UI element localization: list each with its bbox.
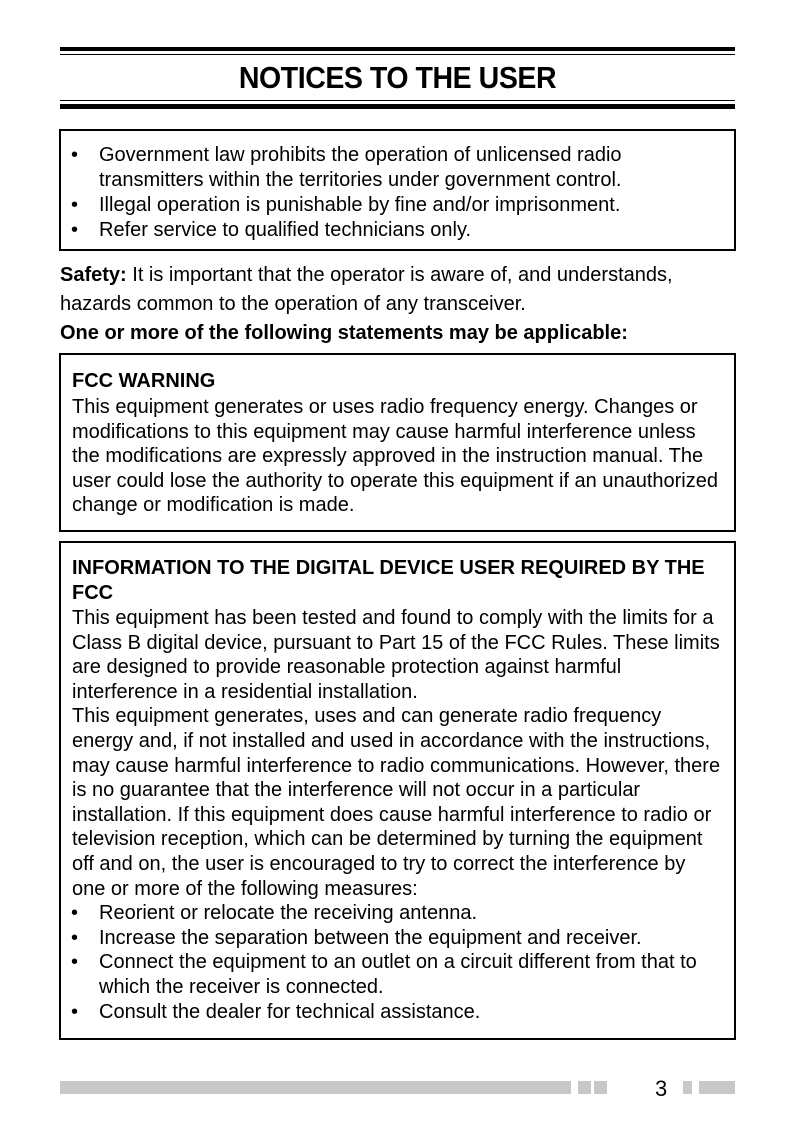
digital-device-box xyxy=(59,541,736,1040)
bullet-icon: • xyxy=(71,926,79,949)
applicable-heading: One or more of the following statements may be applicable: xyxy=(60,322,628,344)
header-rule-top-thin xyxy=(60,54,735,55)
header-rule-bottom-thick xyxy=(60,104,735,109)
footer-bar-short xyxy=(699,1081,735,1094)
list-item: • Government law prohibits the operation of unlicensed radio transmitters within the territories under government control. xyxy=(71,144,622,191)
header-rule-top-thick xyxy=(60,47,735,51)
bullet-icon: • xyxy=(71,902,79,925)
safety-paragraph xyxy=(60,261,730,319)
footer-bar-square xyxy=(578,1081,591,1094)
list-item: • Increase the separation between the equipment and receiver. xyxy=(71,926,642,949)
digital-device-paragraph-1: This equipment has been tested and found to comply with the limits for a Class B digital device, pursuant to Part 15 of the FCC Rules. These limits are designed to provide reasonable protection against harmful interference in a residential installation. xyxy=(72,607,720,703)
fcc-warning-box xyxy=(59,353,736,532)
bullet-icon: • xyxy=(71,219,79,241)
footer-bar-long xyxy=(60,1081,571,1094)
fcc-warning-heading: FCC WARNING xyxy=(72,370,216,392)
bullet-icon: • xyxy=(71,144,79,166)
safety-text: It is important that the operator is aware of, and understands, hazards common to the operation of any transceiver. xyxy=(60,264,673,315)
list-item: • Consult the dealer for technical assistance. xyxy=(71,1000,481,1023)
bullet-icon: • xyxy=(71,1000,79,1023)
digital-device-paragraph-2: This equipment generates, uses and can generate radio frequency energy and, if not installed and used in accordance with the instructions, may cause harmful interference to radio communications. However, there is no guarantee that the interference will not occur in a particular installation. If this equipment does cause harmful interference to radio or television reception, which can be determined by turning the equipment off and on, the user is encouraged to try to correct the interference by one or more of the following measures: xyxy=(72,705,721,900)
notice-list xyxy=(61,143,724,243)
page-title: NOTICES TO THE USER xyxy=(238,60,557,95)
page-number: 3 xyxy=(655,1076,668,1101)
bullet-icon: • xyxy=(71,194,79,216)
bullet-icon: • xyxy=(71,951,79,974)
list-item: • Connect the equipment to an outlet on a circuit different from that to which the receiver is connected. xyxy=(71,951,697,998)
list-item: • Refer service to qualified technicians only. xyxy=(71,219,472,241)
footer-bar-square xyxy=(683,1081,692,1094)
footer-bar-square xyxy=(594,1081,607,1094)
list-item: • Reorient or relocate the receiving antenna. xyxy=(71,902,478,925)
safety-label: Safety: xyxy=(60,264,127,286)
list-item: • Illegal operation is punishable by fine and/or imprisonment. xyxy=(71,194,621,216)
notice-box xyxy=(59,129,736,251)
header-rule-bottom-thin xyxy=(60,100,735,101)
measures-list xyxy=(61,901,724,1024)
fcc-warning-text: This equipment generates or uses radio frequency energy. Changes or modifications to this equipment may cause harmful interference unless the modifications are expressly approved in the instruction manual. The user could lose the authority to operate this equipment if an unauthorized change or modification is made. xyxy=(72,396,718,517)
digital-device-heading: INFORMATION TO THE DIGITAL DEVICE USER REQUIRED BY THE FCC xyxy=(72,557,705,604)
